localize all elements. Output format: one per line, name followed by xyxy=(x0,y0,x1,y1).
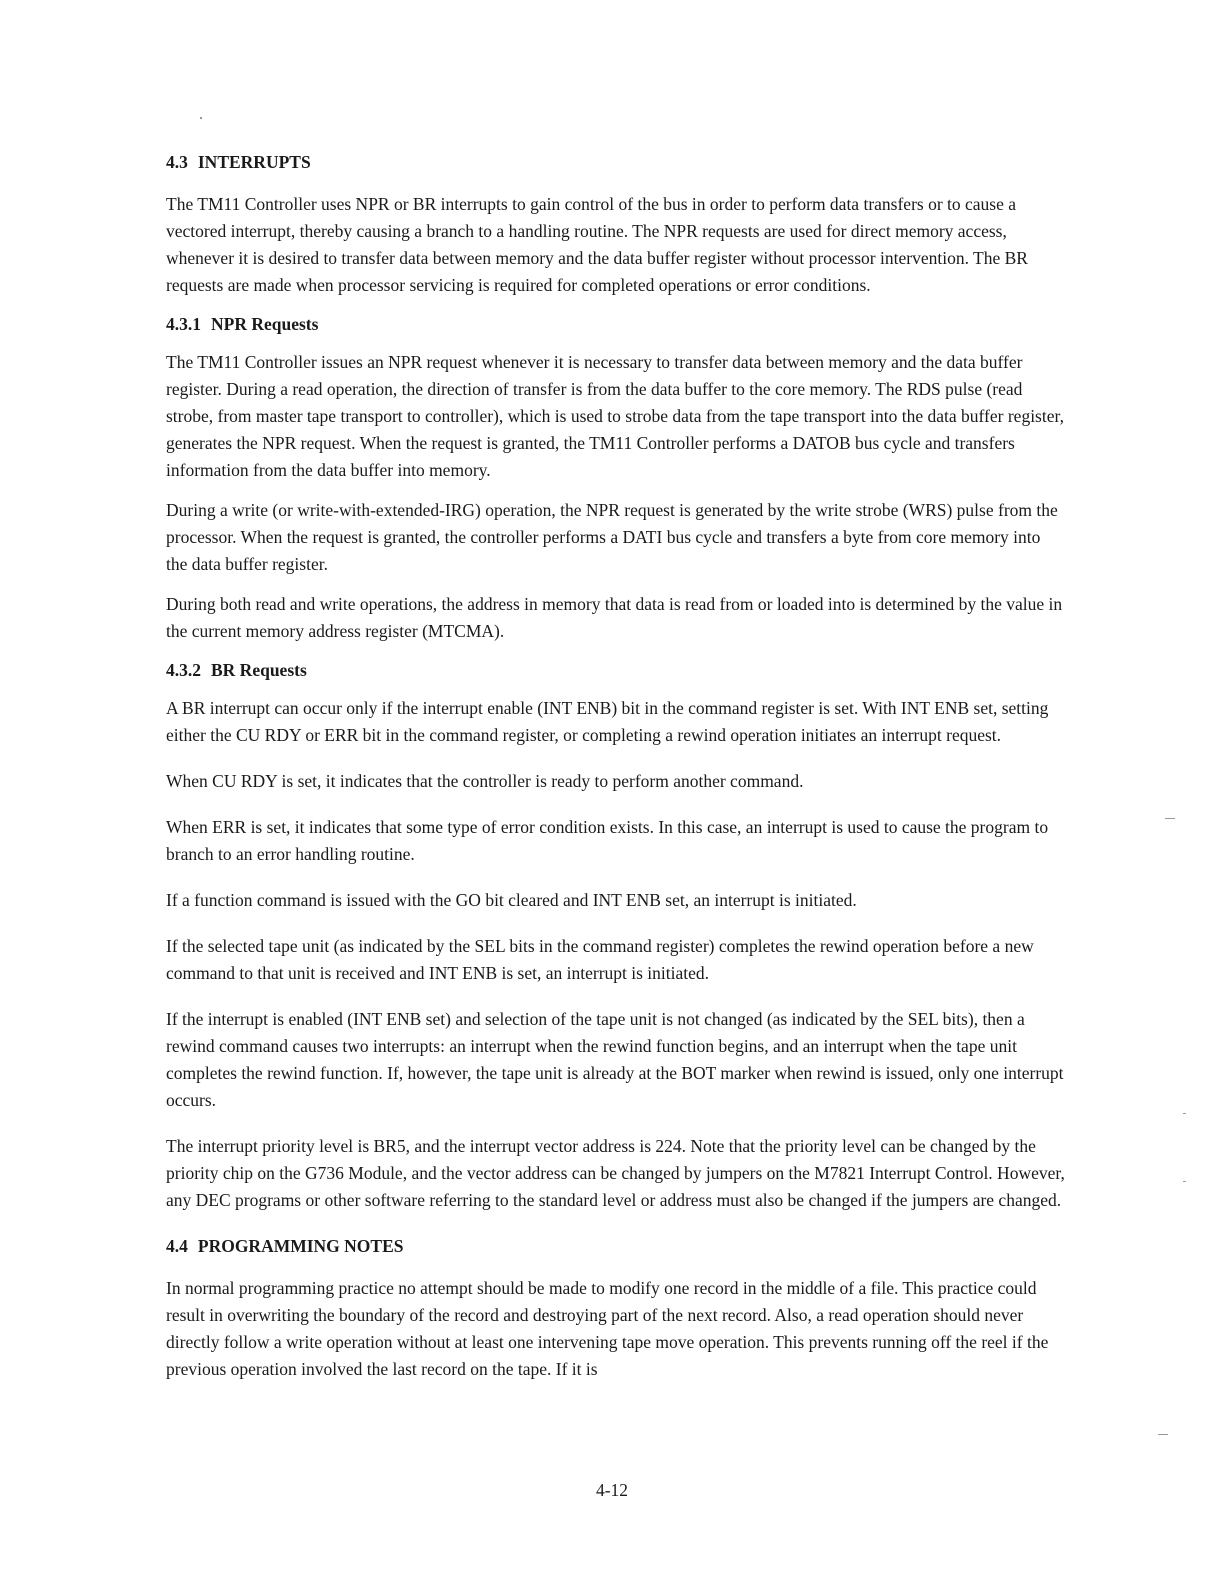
paragraph: If a function command is issued with the GO bit cleared and INT ENB set, an interrupt is initiated. xyxy=(166,890,857,910)
paragraph: During both read and write operations, the address in memory that data is read from or loaded into is determined by the value in the current memory address register (MTCMA). xyxy=(166,594,1063,641)
section-heading-4-3-1 xyxy=(166,312,1066,336)
document-page xyxy=(166,150,1066,1396)
scan-mark xyxy=(1183,1113,1186,1114)
section-title: PROGRAMMING NOTES xyxy=(197,1236,404,1256)
section-title: BR Requests xyxy=(211,660,307,680)
section-heading-4-3-2 xyxy=(166,658,1066,682)
paragraph: When CU RDY is set, it indicates that the controller is ready to perform another command. xyxy=(166,771,804,791)
paragraph: The TM11 Controller issues an NPR request whenever it is necessary to transfer data between memory and the data buffer register. During a read operation, the direction of transfer is from the data buffer to the core memory. The RDS pulse (read strobe, from master tape transport to controller), which is used to strobe data from the tape transport into the data buffer register, generates the NPR request. When the request is granted, the TM11 Controller performs a DATOB bus cycle and transfers information from the data buffer into memory. xyxy=(166,352,1065,480)
paragraph: The interrupt priority level is BR5, and the interrupt vector address is 224. Note that the priority level can be changed by the priority chip on the G736 Module, and the vector address can be changed by jumpers on the M7821 Interrupt Control. However, any DEC programs or other software referring to the standard level or address must also be changed if the jumpers are changed. xyxy=(166,1136,1065,1210)
paragraph: If the selected tape unit (as indicated by the SEL bits in the command register) completes the rewind operation before a new command to that unit is received and INT ENB is set, an interrupt is initiated. xyxy=(166,936,1034,983)
section-heading-4-4 xyxy=(166,1234,1066,1258)
section-number: 4.3 xyxy=(166,152,188,172)
scan-mark xyxy=(1158,1434,1168,1435)
section-heading-4-3 xyxy=(166,150,1066,174)
section-title: NPR Requests xyxy=(211,314,319,334)
scan-mark xyxy=(1165,818,1175,819)
section-title: INTERRUPTS xyxy=(197,152,311,172)
paragraph: If the interrupt is enabled (INT ENB set) and selection of the tape unit is not changed (as indicated by the SEL bits), then a rewind command causes two interrupts: an interrupt when the rewind function begins, and an interrupt when the tape unit completes the rewind function. If, however, the tape unit is already at the BOT marker when rewind is issued, only one interrupt occurs. xyxy=(166,1009,1064,1110)
scan-mark xyxy=(1183,1181,1186,1182)
paragraph: A BR interrupt can occur only if the interrupt enable (INT ENB) bit in the command register is set. With INT ENB set, setting either the CU RDY or ERR bit in the command register, or completing a rewind operation initiates an interrupt request. xyxy=(166,698,1049,745)
paragraph: When ERR is set, it indicates that some type of error condition exists. In this case, an interrupt is used to cause the program to branch to an error handling routine. xyxy=(166,817,1049,864)
paragraph: During a write (or write-with-extended-IRG) operation, the NPR request is generated by the write strobe (WRS) pulse from the processor. When the request is granted, the controller performs a DATI bus cycle and transfers a byte from core memory into the data buffer register. xyxy=(166,500,1058,574)
page-number: 4-12 xyxy=(595,1480,629,1500)
section-number: 4.3.1 xyxy=(166,314,201,334)
paragraph: In normal programming practice no attempt should be made to modify one record in the middle of a file. This practice could result in overwriting the boundary of the record and destroying part of the next record. Also, a read operation should never directly follow a write operation without at least one intervening tape move operation. This prevents running off the reel if the previous operation involved the last record on the tape. If it is xyxy=(166,1278,1049,1379)
section-number: 4.3.2 xyxy=(166,660,201,680)
paragraph: The TM11 Controller uses NPR or BR interrupts to gain control of the bus in order to perform data transfers or to cause a vectored interrupt, thereby causing a branch to a handling routine. The NPR requests are used for direct memory access, whenever it is desired to transfer data between memory and the data buffer register without processor intervention. The BR requests are made when processor servicing is required for completed operations or error conditions. xyxy=(166,194,1028,295)
section-number: 4.4 xyxy=(166,1236,188,1256)
scan-speck xyxy=(200,117,202,119)
